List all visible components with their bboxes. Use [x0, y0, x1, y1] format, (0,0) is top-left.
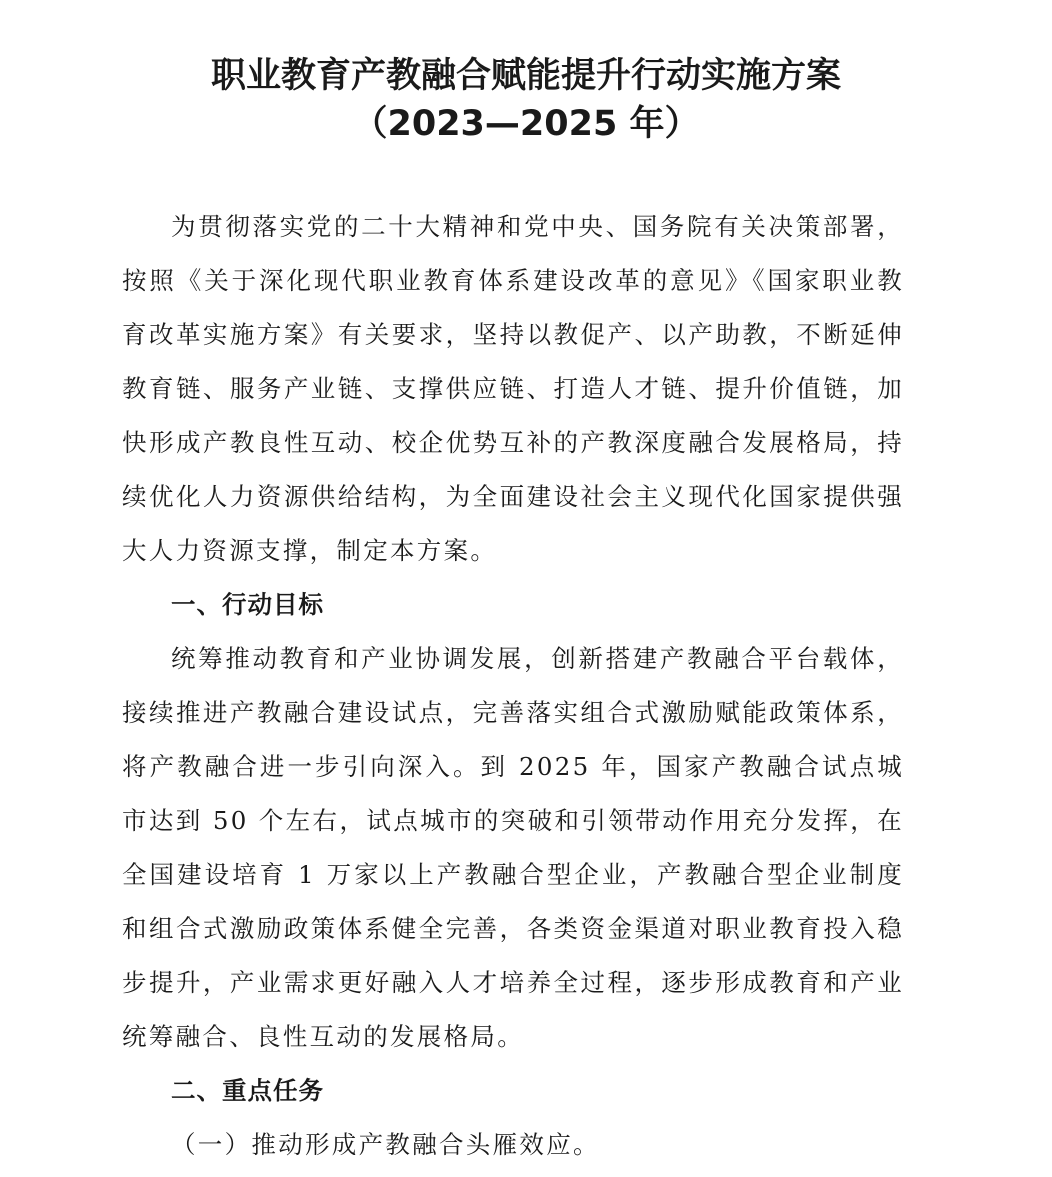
document-subtitle-years: （2023—2025 年） — [352, 104, 700, 144]
section-heading-goals: 一、行动目标 — [171, 590, 324, 619]
document-body — [122, 200, 904, 1172]
intro-paragraph: 为贯彻落实党的二十大精神和党中央、国务院有关决策部署，按照《关于深化现代职业教育体系建设改革的意见》《国家职业教育改革实施方案》有关要求，坚持以教促产、以产助教，不断延伸教育链、服务产业链、支撑供应链、打造人才链、提升价值链，加快形成产教良性互动、校企优势互补的产教深度融合发展格局，持续优化人力资源供给结构，为全面建设社会主义现代化国家提供强大人力资源支撑，制定本方案。 — [122, 212, 904, 565]
section-heading-key-tasks: 二、重点任务 — [171, 1076, 324, 1105]
document-title: 职业教育产教融合赋能提升行动实施方案 — [210, 56, 841, 96]
subsection-heading-1: （一）推动形成产教融合头雁效应。 — [171, 1130, 600, 1159]
goals-paragraph: 统筹推动教育和产业协调发展，创新搭建产教融合平台载体，接续推进产教融合建设试点，完善落实组合式激励赋能政策体系，将产教融合进一步引向深入。到 2025 年，国家产教融合试点城市达到 50 个左右，试点城市的突破和引领带动作用充分发挥，在全国建设培育 1 万家以上产教融合型企业，产教融合型企业制度和组合式激励政策体系健全完善，各类资金渠道对职业教育投入稳步提升，产业需求更好融入人才培养全过程，逐步形成教育和产业统筹融合、良性互动的发展格局。 — [122, 644, 904, 1051]
